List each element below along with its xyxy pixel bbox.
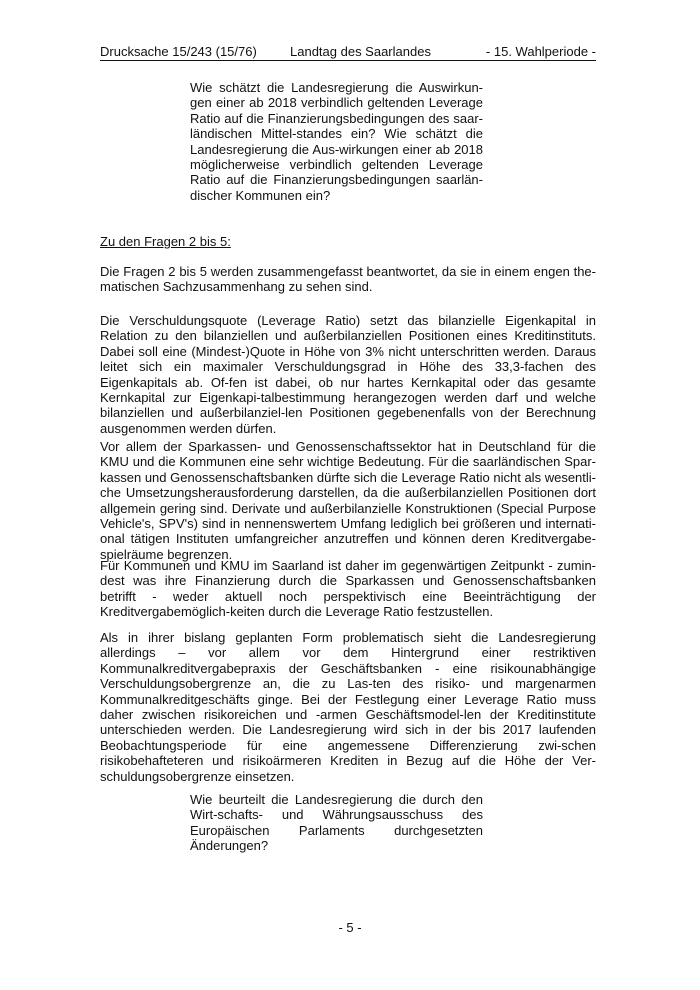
answer-paragraph: Für Kommunen und KMU im Saarland ist daher im gegenwärtigen Zeitpunkt - zumin-dest was ihre Finanzierung durch die Sparkassen und Genossenschaftsbanken betrifft - weder aktuell noch perspektivisch eine Beeinträchtigung der Kreditvergabemöglich-keiten durch die Leverage Ratio festzustellen. bbox=[100, 558, 596, 620]
institution-name: Landtag des Saarlandes bbox=[290, 44, 431, 59]
page-number: - 5 - bbox=[338, 920, 362, 935]
answer-paragraph: Die Fragen 2 bis 5 werden zusammengefasst beantwortet, da sie in einem engen the-matischen Sachzusammenhang zu sehen sind. bbox=[100, 264, 596, 295]
answer-paragraph: Vor allem der Sparkassen- und Genossenschaftssektor hat in Deutschland für die KMU und die Kommunen eine sehr wichtige Bedeutung. Für die saarländischen Spar-kassen und Genossenschaftsbanken dürfte sich die Leverage Ratio nicht als wesentli-che Umsetzungsherausforderung darstellen, da die außerbilanziellen Positionen dort allgemein gering sind. Derivate und außerbilanzielle Konstruktionen (Special Purpose Vehicle's, SPV's) sind in nennenswertem Umfang lediglich bei größeren und internati-onal tätigen Instituten umfangreicher anzutreffen und können deren Kreditvergabe-spielräume begrenzen. bbox=[100, 439, 596, 562]
question-block-1: Wie schätzt die Landesregierung die Auswirkun-gen einer ab 2018 verbindlich geltenden Leverage Ratio auf die Finanzierungsbedingungen des saar-ländischen Mittel-standes ein? Wie schätzt die Landesregierung die Aus-wirkungen einer ab 2018 möglicherweise verbindlich geltenden Leverage Ratio auf die Finanzierungsbedingungen saarlän-discher Kommunen ein? bbox=[190, 80, 483, 203]
answer-paragraph: Die Verschuldungsquote (Leverage Ratio) setzt das bilanzielle Eigenkapital in Relation zu den bilanziellen und außerbilanziellen Positionen eines Kreditinstituts. Dabei soll eine (Mindest-)Quote in Höhe von 3% nicht unterschritten werden. Daraus leitet sich ein maximaler Verschuldungsgrad in Höhe des 33,3-fachen des Eigenkapitals ab. Of-fen ist dabei, ob nur hartes Kernkapital oder das gesamte Kernkapital zur Eigenkapi-talbestimmung herangezogen werden darf und welche bilanziellen und außerbilanziel-len Positionen gegebenenfalls von der Berechnung ausgenommen werden dürfen. bbox=[100, 313, 596, 436]
answer-heading: Zu den Fragen 2 bis 5: bbox=[100, 234, 231, 249]
page-header bbox=[100, 44, 596, 61]
document-number: Drucksache 15/243 (15/76) bbox=[100, 44, 257, 59]
answer-paragraph: Als in ihrer bislang geplanten Form problematisch sieht die Landesregierung allerdings – vor allem vor dem Hintergrund einer restriktiven Kommunalkreditvergabepraxis der Geschäftsbanken - eine risikounabhängige Verschuldungsobergrenze an, die zu Las-ten des risiko- und margenarmen Kommunalkreditgeschäfts ginge. Bei der Festlegung einer Leverage Ratio muss daher zwischen risikoreichen und -armen Geschäftsmodel-len der Kreditinstitute unterschieden werden. Die Landesregierung wird sich in der bis 2017 laufenden Beobachtungsperiode für eine angemessene Differenzierung zwi-schen risikobehafteteren und risikoärmeren Krediten in Bezug auf die Höhe der Ver-schuldungsobergrenze einsetzen. bbox=[100, 630, 596, 784]
legislative-period: - 15. Wahlperiode - bbox=[485, 44, 596, 59]
question-block-2: Wie beurteilt die Landesregierung die durch den Wirt-schafts- und Währungsausschuss des Europäischen Parlaments durchgesetzten Änderungen? bbox=[190, 792, 483, 854]
